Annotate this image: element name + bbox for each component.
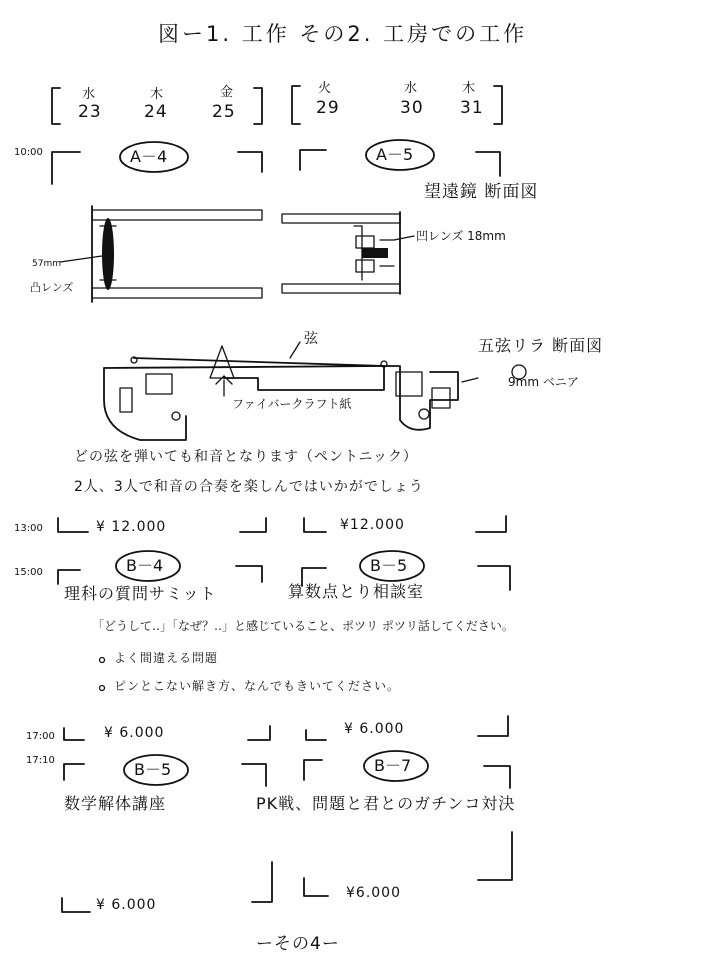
schedule-left-day-1: 水 — [82, 87, 96, 102]
slot-b2-right-code: B－7 — [374, 756, 412, 775]
slot-b2-left-price: ¥ 6.000 — [96, 897, 157, 913]
a5-corner-l — [300, 150, 326, 170]
slot-b1-description: 「どうして‥」「なぜ？‥」と感じていること、ポツリ ポツリ話してください。 — [92, 619, 514, 633]
slot-b2-left-code: B－5 — [134, 760, 172, 779]
slot-b1-bullet-1: よく間違える問題 — [114, 651, 219, 665]
b4-end-bracket-r — [248, 726, 270, 740]
telescope-diagram — [60, 206, 414, 302]
schedule-left-date-1: 23 — [78, 102, 102, 122]
slot-b1-right-title: 算数点とり相談室 — [288, 582, 425, 601]
a4-corner-r — [238, 152, 262, 172]
schedule-left-date-2: 24 — [144, 102, 168, 122]
slot-b1-bullet-2: ピンとこない解き方、なんでもきいてください。 — [114, 679, 401, 693]
slot-a-left-price: ¥ 12.000 — [96, 519, 167, 535]
telescope-title: 望遠鏡 断面図 — [424, 182, 539, 202]
slot-b2-time: 17:10 — [26, 755, 55, 766]
schedule-right-bracket-r — [494, 86, 502, 124]
b7-corner-r — [484, 766, 510, 788]
schedule-right-day-1: 火 — [318, 81, 332, 96]
b4-corner-l — [58, 570, 80, 584]
b7-end-bracket-r — [478, 832, 512, 880]
schedule-left-day-3: 金 — [220, 85, 234, 100]
a5-end-bracket-l — [304, 518, 326, 532]
a5-corner-r — [476, 152, 500, 176]
schedule-right-day-3: 木 — [462, 81, 476, 96]
lyre-title: 五弦リラ 断面図 — [478, 336, 604, 355]
lyre-note-1: どの弦を弾いても和音となります（ペントニック） — [74, 449, 418, 465]
b5b-end-bracket-l — [62, 898, 90, 912]
telescope-concave-label: 凹レンズ 18mm — [416, 229, 506, 243]
schedule-left-date-3: 25 — [212, 102, 236, 122]
slot-b1-left-code: B－4 — [126, 556, 164, 575]
b5-end-bracket-r — [478, 716, 508, 736]
slot-a-end-time: 13:00 — [14, 523, 43, 534]
b4-corner-r — [236, 566, 262, 582]
slot-a-time: 10:00 — [14, 147, 43, 158]
telescope-convex-label: 凸レンズ — [30, 281, 74, 294]
lyre-string-label: 弦 — [304, 331, 318, 347]
telescope-convex-size: 57mm — [32, 259, 61, 269]
a4-corner-l — [52, 152, 80, 184]
lyre-veneer-label: 9mm ベニア — [508, 375, 579, 389]
schedule-right-date-3: 31 — [460, 98, 484, 118]
b5b-corner-r — [242, 764, 266, 786]
b5-end-bracket-l — [306, 730, 326, 740]
slot-a-right-code: A－5 — [376, 145, 414, 164]
schedule-left-day-2: 木 — [150, 87, 164, 102]
slot-b1-left-price: ¥ 6.000 — [104, 725, 165, 741]
lyre-note-2: 2人、3人で和音の合奏を楽しんではいかがでしょう — [74, 479, 424, 495]
a4-end-bracket-l — [58, 518, 88, 532]
slot-b2-right-title: PK戦、問題と君とのガチンコ対決 — [256, 794, 516, 813]
page-footer: ーその4ー — [256, 934, 340, 954]
slot-b2-left-title: 数学解体講座 — [64, 794, 167, 813]
lyre-diagram — [104, 342, 526, 440]
b5b-end-bracket-r — [252, 862, 272, 902]
schedule-right-date-2: 30 — [400, 98, 424, 118]
b4-end-bracket-l — [64, 728, 84, 740]
bullet-2-dot — [100, 686, 105, 691]
a4-end-bracket-r — [240, 518, 266, 532]
schedule-left-bracket-r — [254, 88, 262, 124]
slot-a-left-code: A－4 — [130, 147, 168, 166]
slot-a-right-price: ¥12.000 — [340, 517, 405, 533]
slot-b1-time: 15:00 — [14, 567, 43, 578]
slot-b1-left-title: 理科の質問サミット — [64, 584, 217, 603]
lyre-fiber-label: ファイバークラフト紙 — [232, 397, 352, 411]
bullet-1-dot — [100, 658, 105, 663]
slot-b2-right-price: ¥6.000 — [346, 885, 401, 901]
b7-corner-l — [304, 760, 322, 780]
schedule-right-date-1: 29 — [316, 98, 340, 118]
schedule-right-day-2: 水 — [404, 81, 418, 96]
slot-b1-end-time: 17:00 — [26, 731, 55, 742]
b5b-corner-l — [64, 764, 84, 780]
schedule-right-bracket-l — [292, 86, 300, 124]
b7-end-bracket-l — [304, 878, 328, 896]
a5-end-bracket-r — [476, 516, 506, 532]
slot-b1-right-code: B－5 — [370, 556, 408, 575]
schedule-left-bracket-l — [52, 88, 60, 124]
b5-corner-r — [478, 566, 510, 590]
slot-b1-right-price: ¥ 6.000 — [344, 721, 405, 737]
page-title: 図ー1. 工作 その2. 工房での工作 — [158, 22, 528, 46]
